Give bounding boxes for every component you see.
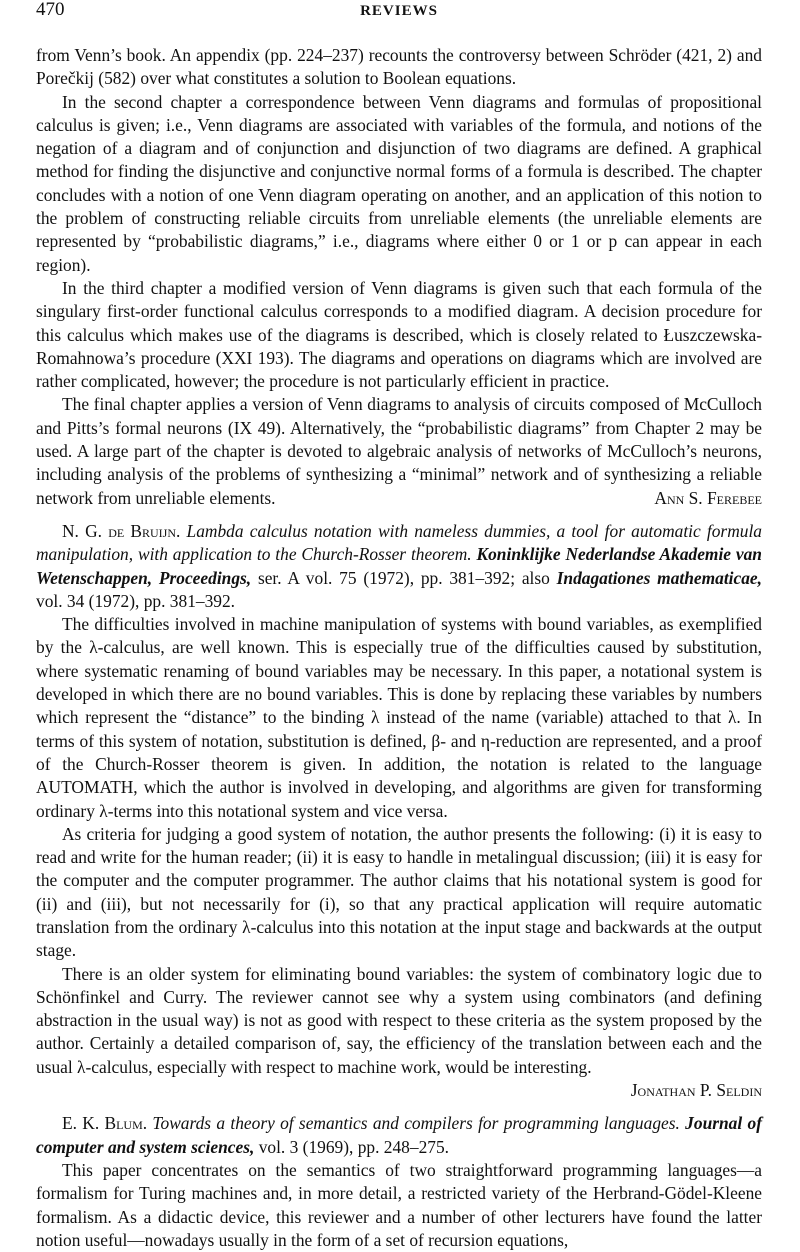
- review2-paragraph-2: As criteria for judging a good system of notation, the author presents the following: (i) it is easy to read and write for the human reader; (ii) it is easy to handle in metalingual discussion; (iii) it is easy for the computer and the computer programmer. The author claims that his notational system is good for (ii) and (iii), but not necessarily for (i), so that any practical application will require automatic translation from the ordinary λ-calculus into this notation at the input stage and backwards at the output stage.: [36, 823, 762, 961]
- review-venn-diagrams: [36, 44, 762, 510]
- review-blum: [36, 1112, 762, 1252]
- review2-journal-2: Indagationes mathematicae,: [556, 567, 762, 588]
- running-title: REVIEWS: [360, 3, 438, 19]
- review1-paragraph-0: from Venn’s book. An appendix (pp. 224–237) recounts the controversy between Schröder (421, 2) and Porečkij (582) over what constitutes a solution to Boolean equations.: [36, 45, 762, 89]
- review3-title: Towards a theory of semantics and compilers for programming languages.: [152, 1113, 680, 1134]
- review2-title: Lambda calculus notation with nameless dummies, a tool for automatic formula manipulation, with application to the Church-Rosser theorem.: [36, 520, 762, 565]
- review2-citation-1: ser. A vol. 75 (1972), pp. 381–392; also: [257, 567, 550, 588]
- page-header: [36, 0, 762, 24]
- review1-paragraph-3: [36, 393, 762, 509]
- review2-author: N. G. de Bruijn.: [62, 520, 181, 541]
- review2-heading: [36, 520, 762, 613]
- review3-paragraph-1: This paper concentrates on the semantics of two straightforward programming languages—a formalism for Turing machines and, in more detail, a restricted variety of the Herbrand-Gödel-Kleene formalism. As a didactic device, this reviewer and a number of other lecturers have found the latter notion useful—nowadays usually in the form of a set of recursion equations,: [36, 1159, 762, 1250]
- review-de-bruijn: [36, 520, 762, 1102]
- reviewer-signature: Ann S. Ferebee: [654, 487, 762, 508]
- review3-author: E. K. Blum.: [62, 1113, 148, 1134]
- review3-heading: [36, 1112, 762, 1159]
- page-number: 470: [36, 0, 65, 20]
- review1-paragraph-1: In the second chapter a correspondence between Venn diagrams and formulas of propositional calculus is given; i.e., Venn diagrams are associated with variables of the formula, and notions of the negation of a diagram and of conjunction and disjunction of two diagrams are defined. A graphical method for finding the disjunctive and conjunctive normal forms of a formula is described. The chapter concludes with a notion of one Venn diagram operating on another, and an application of this notion to the problem of constructing reliable circuits from unreliable elements (the unreliable elements are represented by “probabilistic diagrams,” i.e., diagrams where either 0 or 1 or p can appear in each region).: [36, 91, 762, 275]
- review2-paragraph-3: [36, 963, 762, 1101]
- review2-paragraph-1: The difficulties involved in machine manipulation of systems with bound variables, as exemplified by the λ-calculus, are well known. This is especially true of the difficulties caused by substitution, where systematic renaming of bound variables may be necessary. In this paper, a notational system is developed in which there are no bound variables. This is done by replacing these variables by numbers which represent the “distance” to the binding λ instead of the name (variable) attached to that λ. In terms of this system of notation, substitution is defined, β- and η-reduction are represented, and a proof of the Church-Rosser theorem is given. In addition, the notation is related to the language AUTOMATH, which the author is involved in developing, and algorithms are given for transforming ordinary λ-terms into this notational system and vice versa.: [36, 614, 762, 821]
- review2-paragraph-3-text: There is an older system for eliminating bound variables: the system of combinatory logic due to Schönfinkel and Curry. The reviewer cannot see why a system using combinators (and defining abstraction in the usual way) is not as good with respect to these criteria as the system proposed by the author. Certainly a detailed comparison of, say, the efficiency of the translation between each and the usual λ-calculus, especially with respect to machine work, would be interesting.: [36, 963, 762, 1077]
- review2-citation-2: vol. 34 (1972), pp. 381–392.: [36, 590, 236, 611]
- review2-journal-1: Koninklijke Nederlandse Akademie van Wetenschappen, Proceedings,: [36, 544, 762, 588]
- review3-citation: vol. 3 (1969), pp. 248–275.: [258, 1136, 450, 1157]
- review3-journal: Journal of computer and system sciences,: [36, 1113, 762, 1157]
- review1-paragraph-3-text: The final chapter applies a version of Venn diagrams to analysis of circuits composed of McCulloch and Pitts’s formal neurons (IX 49). Alternatively, the “probabilistic diagrams” from Chapter 2 may be used. A large part of the chapter is devoted to algebraic analysis of networks of McCulloch’s neurons, including analysis of the problems of synthesizing a “minimal” network and of synthesizing a reliable network from unreliable elements.: [36, 394, 762, 508]
- review1-paragraph-2: In the third chapter a modified version of Venn diagrams is given such that each formula of the singulary first-order functional calculus corresponds to a modified diagram. A decision procedure for this calculus which makes use of the diagrams is described, which is closely related to Łuszczewska-Romahnowa’s procedure (XXI 193). The diagrams and operations on diagrams which are involved are rather complicated, however; the procedure is not particularly efficient in practice.: [36, 277, 762, 392]
- reviewer-signature: Jonathan P. Seldin: [630, 1080, 762, 1101]
